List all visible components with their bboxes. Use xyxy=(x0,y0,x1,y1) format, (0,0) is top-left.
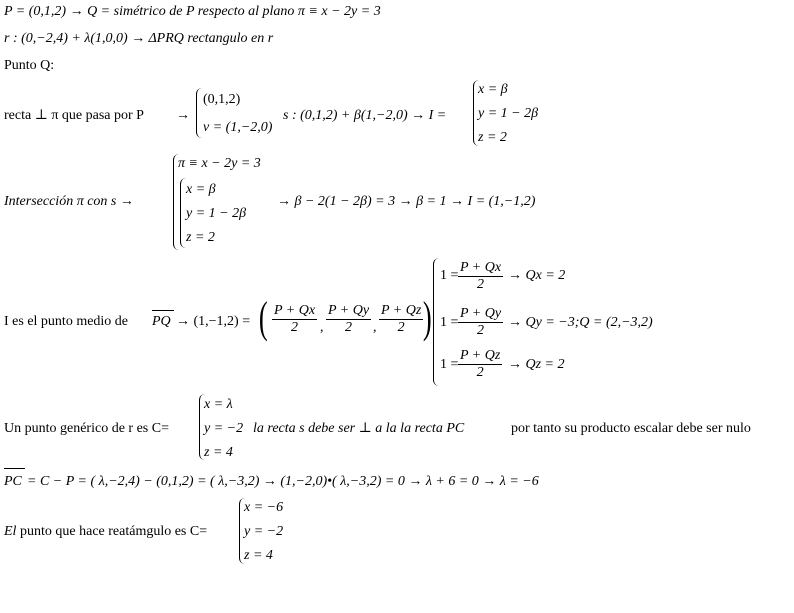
row-x-num: P + Qx xyxy=(460,260,502,275)
row-x-den: 2 xyxy=(477,277,485,292)
frac-y-den: 2 xyxy=(345,320,353,335)
row-z-frac xyxy=(458,348,502,381)
sys1-row-1: (0,1,2) xyxy=(203,92,241,107)
line-5-result: → β − 2(1 − 2β) = 3 → β = 1 → I = (1,−1,2) xyxy=(277,194,536,209)
comma-1: , xyxy=(320,320,324,335)
line-9-label: punto que hace reatámgulo es C= xyxy=(20,524,208,539)
line-4-arrow: → xyxy=(176,108,190,123)
pq-label: PQ xyxy=(152,314,171,329)
frac-x-den: 2 xyxy=(291,320,299,335)
sys1-row-2: v = (1,−2,0) xyxy=(203,120,273,135)
line-7-label: Un punto genérico de r es C= xyxy=(4,421,169,436)
pc-overline xyxy=(4,468,25,469)
line-1: P = (0,1,2) → Q = simétrico de P respecto al plano π ≡ x − 2y = 3 xyxy=(4,4,381,19)
line-7-end: por tanto su producto escalar debe ser nulo xyxy=(511,421,751,436)
sys3-row-3: y = 1 − 2β xyxy=(186,206,247,221)
row-x-frac xyxy=(458,260,503,293)
sys2-row-2: y = 1 − 2β xyxy=(478,106,539,121)
paren-left: ( xyxy=(258,293,268,342)
pc-label: PC xyxy=(4,474,22,489)
line-2: r : (0,−2,4) + λ(1,0,0) → ΔPRQ rectangulo en r xyxy=(4,31,274,46)
line-9-el: El xyxy=(4,524,17,539)
row-z-num: P + Qz xyxy=(460,348,501,363)
row-z-den: 2 xyxy=(476,365,484,380)
row-y-frac xyxy=(458,306,503,339)
line-8: = C − P = ( λ,−2,4) − (0,1,2) = ( λ,−3,2) → (1,−2,0)•( λ,−3,2) = 0 → λ + 6 = 0 → λ = −6 xyxy=(27,474,539,489)
line-4-eq: s : (0,1,2) + β(1,−2,0) → I = xyxy=(283,108,447,123)
row-z-one: 1 = xyxy=(440,357,459,372)
row-x-one: 1 = xyxy=(440,268,459,283)
frac-y xyxy=(326,303,371,336)
frac-z xyxy=(379,303,423,336)
sys2-row-1: x = β xyxy=(478,82,508,97)
frac-x xyxy=(272,303,317,336)
sys5-row-3: z = 4 xyxy=(204,445,233,460)
sys4-row-1: → Qx = 2 xyxy=(508,268,566,283)
sys3-row-1: π ≡ x − 2y = 3 xyxy=(178,156,261,171)
line-6-eq: → (1,−1,2) = xyxy=(176,314,251,329)
line-3: Punto Q: xyxy=(4,58,55,73)
line-7-mid: la recta s debe ser ⊥ a la la recta PC xyxy=(253,421,465,436)
sys3-row-4: z = 2 xyxy=(186,230,215,245)
sys6-row-3: z = 4 xyxy=(244,548,273,563)
frac-z-num: P + Qz xyxy=(381,303,422,318)
sys4-row-2: → Qy = −3;Q = (2,−3,2) xyxy=(508,315,653,330)
sys2-row-3: z = 2 xyxy=(478,130,507,145)
sys5-row-1: x = λ xyxy=(204,397,233,412)
paren-right: ) xyxy=(422,293,432,342)
frac-z-den: 2 xyxy=(397,320,405,335)
sys3-row-2: x = β xyxy=(186,182,216,197)
comma-2: , xyxy=(373,320,377,335)
row-y-one: 1 = xyxy=(440,315,459,330)
pq-overline xyxy=(152,310,174,311)
line-4-label: recta ⊥ π que pasa por P xyxy=(4,108,144,123)
line-5-label: Intersección π con s → xyxy=(4,194,134,209)
brace-4 xyxy=(433,258,440,386)
sys6-row-1: x = −6 xyxy=(244,500,284,515)
frac-x-num: P + Qx xyxy=(274,303,316,318)
row-y-den: 2 xyxy=(477,323,485,338)
frac-y-num: P + Qy xyxy=(328,303,370,318)
sys5-row-2: y = −2 xyxy=(204,421,244,436)
row-y-num: P + Qy xyxy=(460,306,502,321)
sys4-row-3: → Qz = 2 xyxy=(508,357,565,372)
brace-1 xyxy=(196,88,203,138)
sys6-row-2: y = −2 xyxy=(244,524,284,539)
line-6-label: I es el punto medio de xyxy=(4,314,129,329)
